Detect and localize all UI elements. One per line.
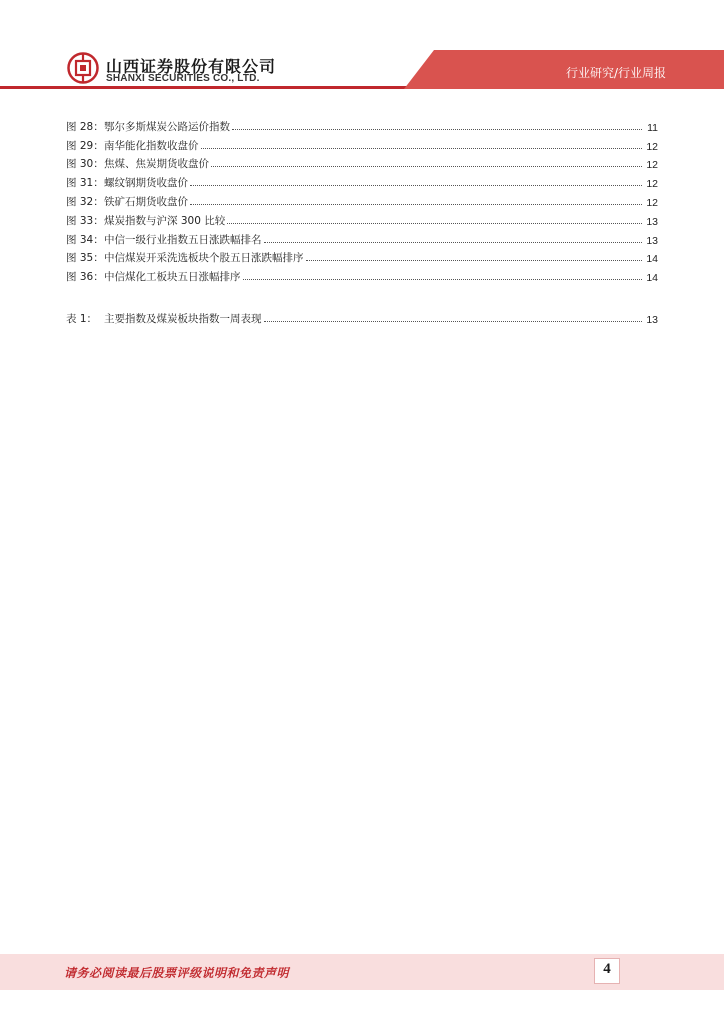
toc-entry[interactable] [66,209,658,228]
page-number: 4 [603,961,611,977]
toc-entry-page: 13 [646,313,658,326]
toc-entry-page: 12 [646,140,658,153]
toc-leader-dots [264,242,643,243]
toc-entry-number: 图 33： [66,214,104,227]
toc-entry-page: 12 [646,159,658,172]
toc-entry-page: 14 [646,272,658,285]
toc-entry[interactable] [66,247,658,266]
table-of-contents [66,115,658,326]
toc-entry-number: 图 30： [66,158,104,171]
toc-entry-page: 11 [647,121,658,134]
toc-entry-title: 南华能化指数收盘价 [104,139,199,152]
toc-entry-page: 12 [646,178,658,191]
toc-leader-dots [232,129,642,130]
toc-entry-page: 12 [646,196,658,209]
toc-leader-dots [243,279,643,280]
toc-entry[interactable] [66,228,658,247]
toc-leader-dots [264,321,643,322]
toc-entry-title: 煤炭指数与沪深 300 比较 [104,214,226,227]
toc-entry-title: 螺纹钢期货收盘价 [104,177,188,190]
toc-leader-dots [306,260,643,261]
company-logo-icon [67,52,99,84]
disclaimer-notice: 请务必阅读最后股票评级说明和免责声明 [64,966,290,980]
toc-entry-number: 图 32： [66,195,104,208]
toc-entry-page: 13 [646,215,658,228]
toc-entry-title: 中信一级行业指数五日涨跌幅排名 [104,233,262,246]
toc-entry-title: 铁矿石期货收盘价 [104,195,188,208]
toc-table-entry[interactable] [66,307,658,326]
toc-entry-number: 图 34： [66,233,104,246]
report-section-label: 行业研究/行业周报 [565,66,666,80]
toc-entry[interactable] [66,115,658,134]
toc-entry[interactable] [66,171,658,190]
company-name-en: SHANXI SECURITIES CO., LTD. [106,73,260,84]
toc-entry-number: 图 35： [66,252,104,265]
toc-entry-number: 表 1： [66,312,98,325]
toc-entry[interactable] [66,134,658,153]
toc-entry-number: 图 31： [66,177,104,190]
toc-entry[interactable] [66,265,658,284]
toc-leader-dots [211,166,642,167]
toc-entry[interactable] [66,190,658,209]
toc-entry-number: 图 29： [66,139,104,152]
toc-entry-number: 图 28： [66,120,104,133]
toc-entry-title: 焦煤、焦炭期货收盘价 [104,158,209,171]
toc-entry-page: 13 [646,234,658,247]
toc-entry-page: 14 [646,253,658,266]
toc-leader-dots [201,148,643,149]
toc-entry-title: 主要指数及煤炭板块指数一周表现 [104,312,262,325]
toc-leader-dots [190,204,642,205]
toc-entry-title: 中信煤化工板块五日涨幅排序 [104,271,241,284]
toc-leader-dots [227,223,642,224]
toc-entry[interactable] [66,153,658,172]
toc-leader-dots [190,185,642,186]
header-section-tab [404,50,724,89]
toc-section-gap [66,284,658,307]
toc-entry-title: 中信煤炭开采洗选板块个股五日涨跌幅排序 [104,252,304,265]
toc-entry-number: 图 36： [66,271,104,284]
company-name-cn: 山西证券股份有限公司 [106,57,277,76]
toc-entry-title: 鄂尔多斯煤炭公路运价指数 [104,120,230,133]
